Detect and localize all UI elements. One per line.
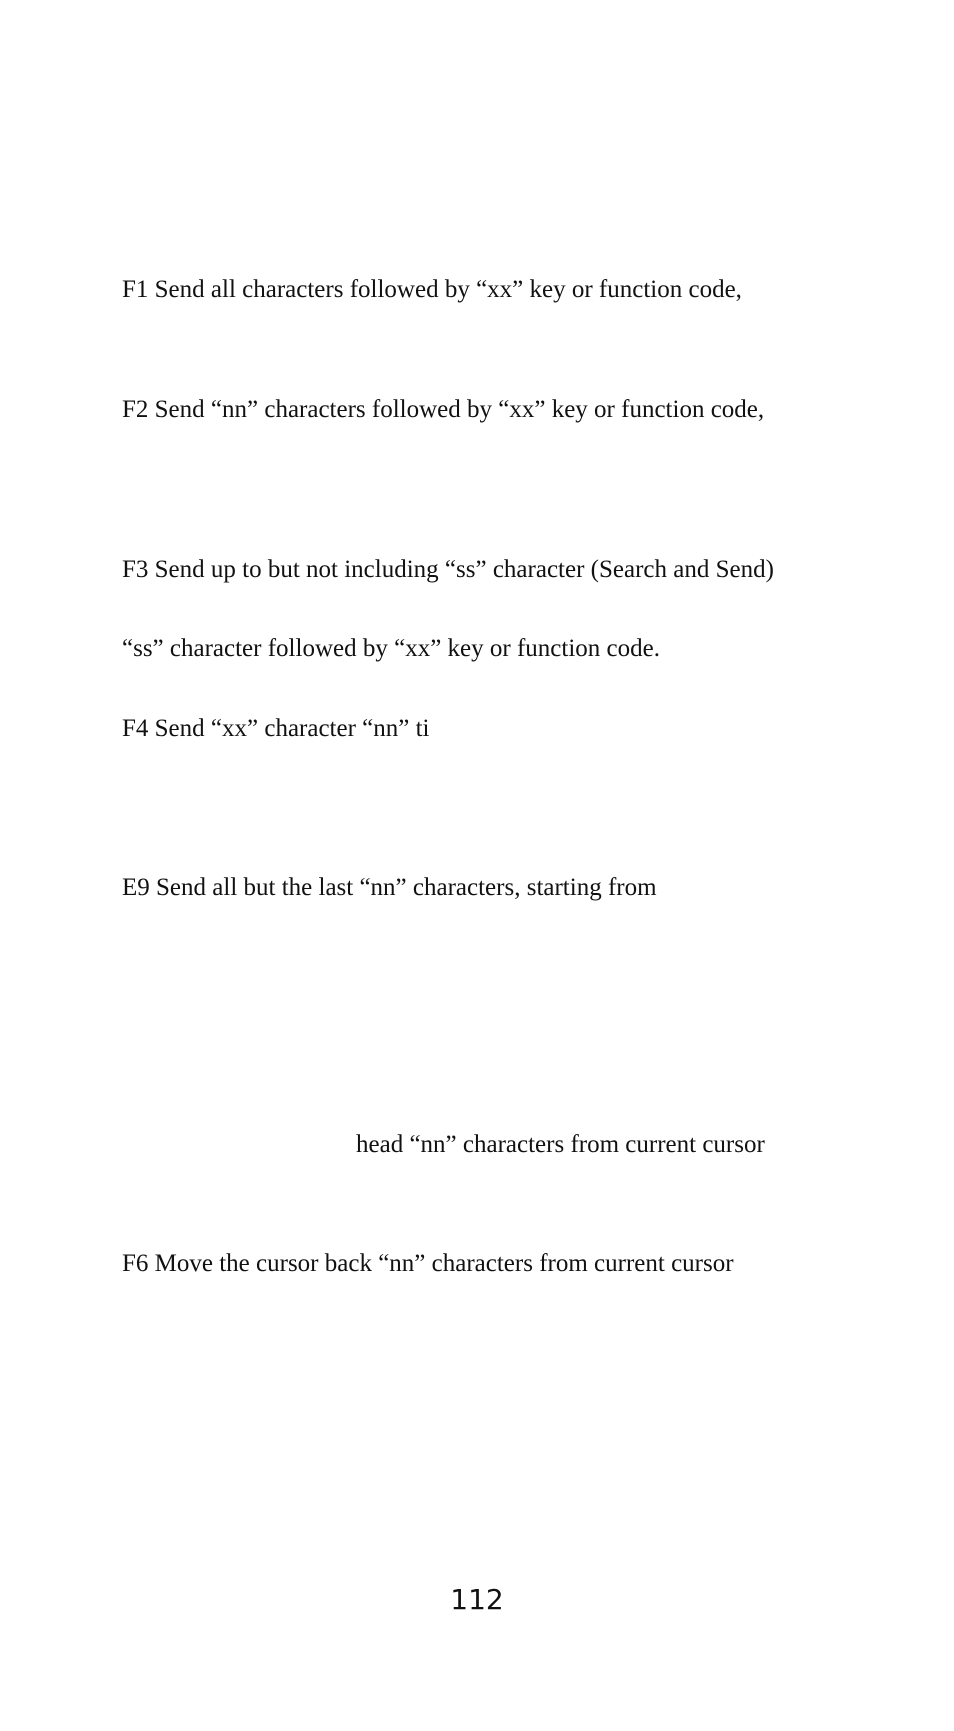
- text-line-f4: F4 Send “xx” character “nn” ti: [122, 715, 430, 742]
- text-line-e9: E9 Send all but the last “nn” characters, starting from: [122, 874, 657, 901]
- page-number: 112: [450, 1583, 504, 1616]
- text-line-f3-continued: “ss” character followed by “xx” key or function code.: [122, 635, 660, 662]
- text-line-f5-fragment: head “nn” characters from current cursor: [356, 1131, 765, 1158]
- text-line-f1: F1 Send all characters followed by “xx” key or function code,: [122, 276, 742, 303]
- text-line-f2: F2 Send “nn” characters followed by “xx” key or function code,: [122, 396, 765, 423]
- text-line-f3: F3 Send up to but not including “ss” character (Search and Send): [122, 556, 774, 583]
- text-line-f6: F6 Move the cursor back “nn” characters from current cursor: [122, 1250, 734, 1277]
